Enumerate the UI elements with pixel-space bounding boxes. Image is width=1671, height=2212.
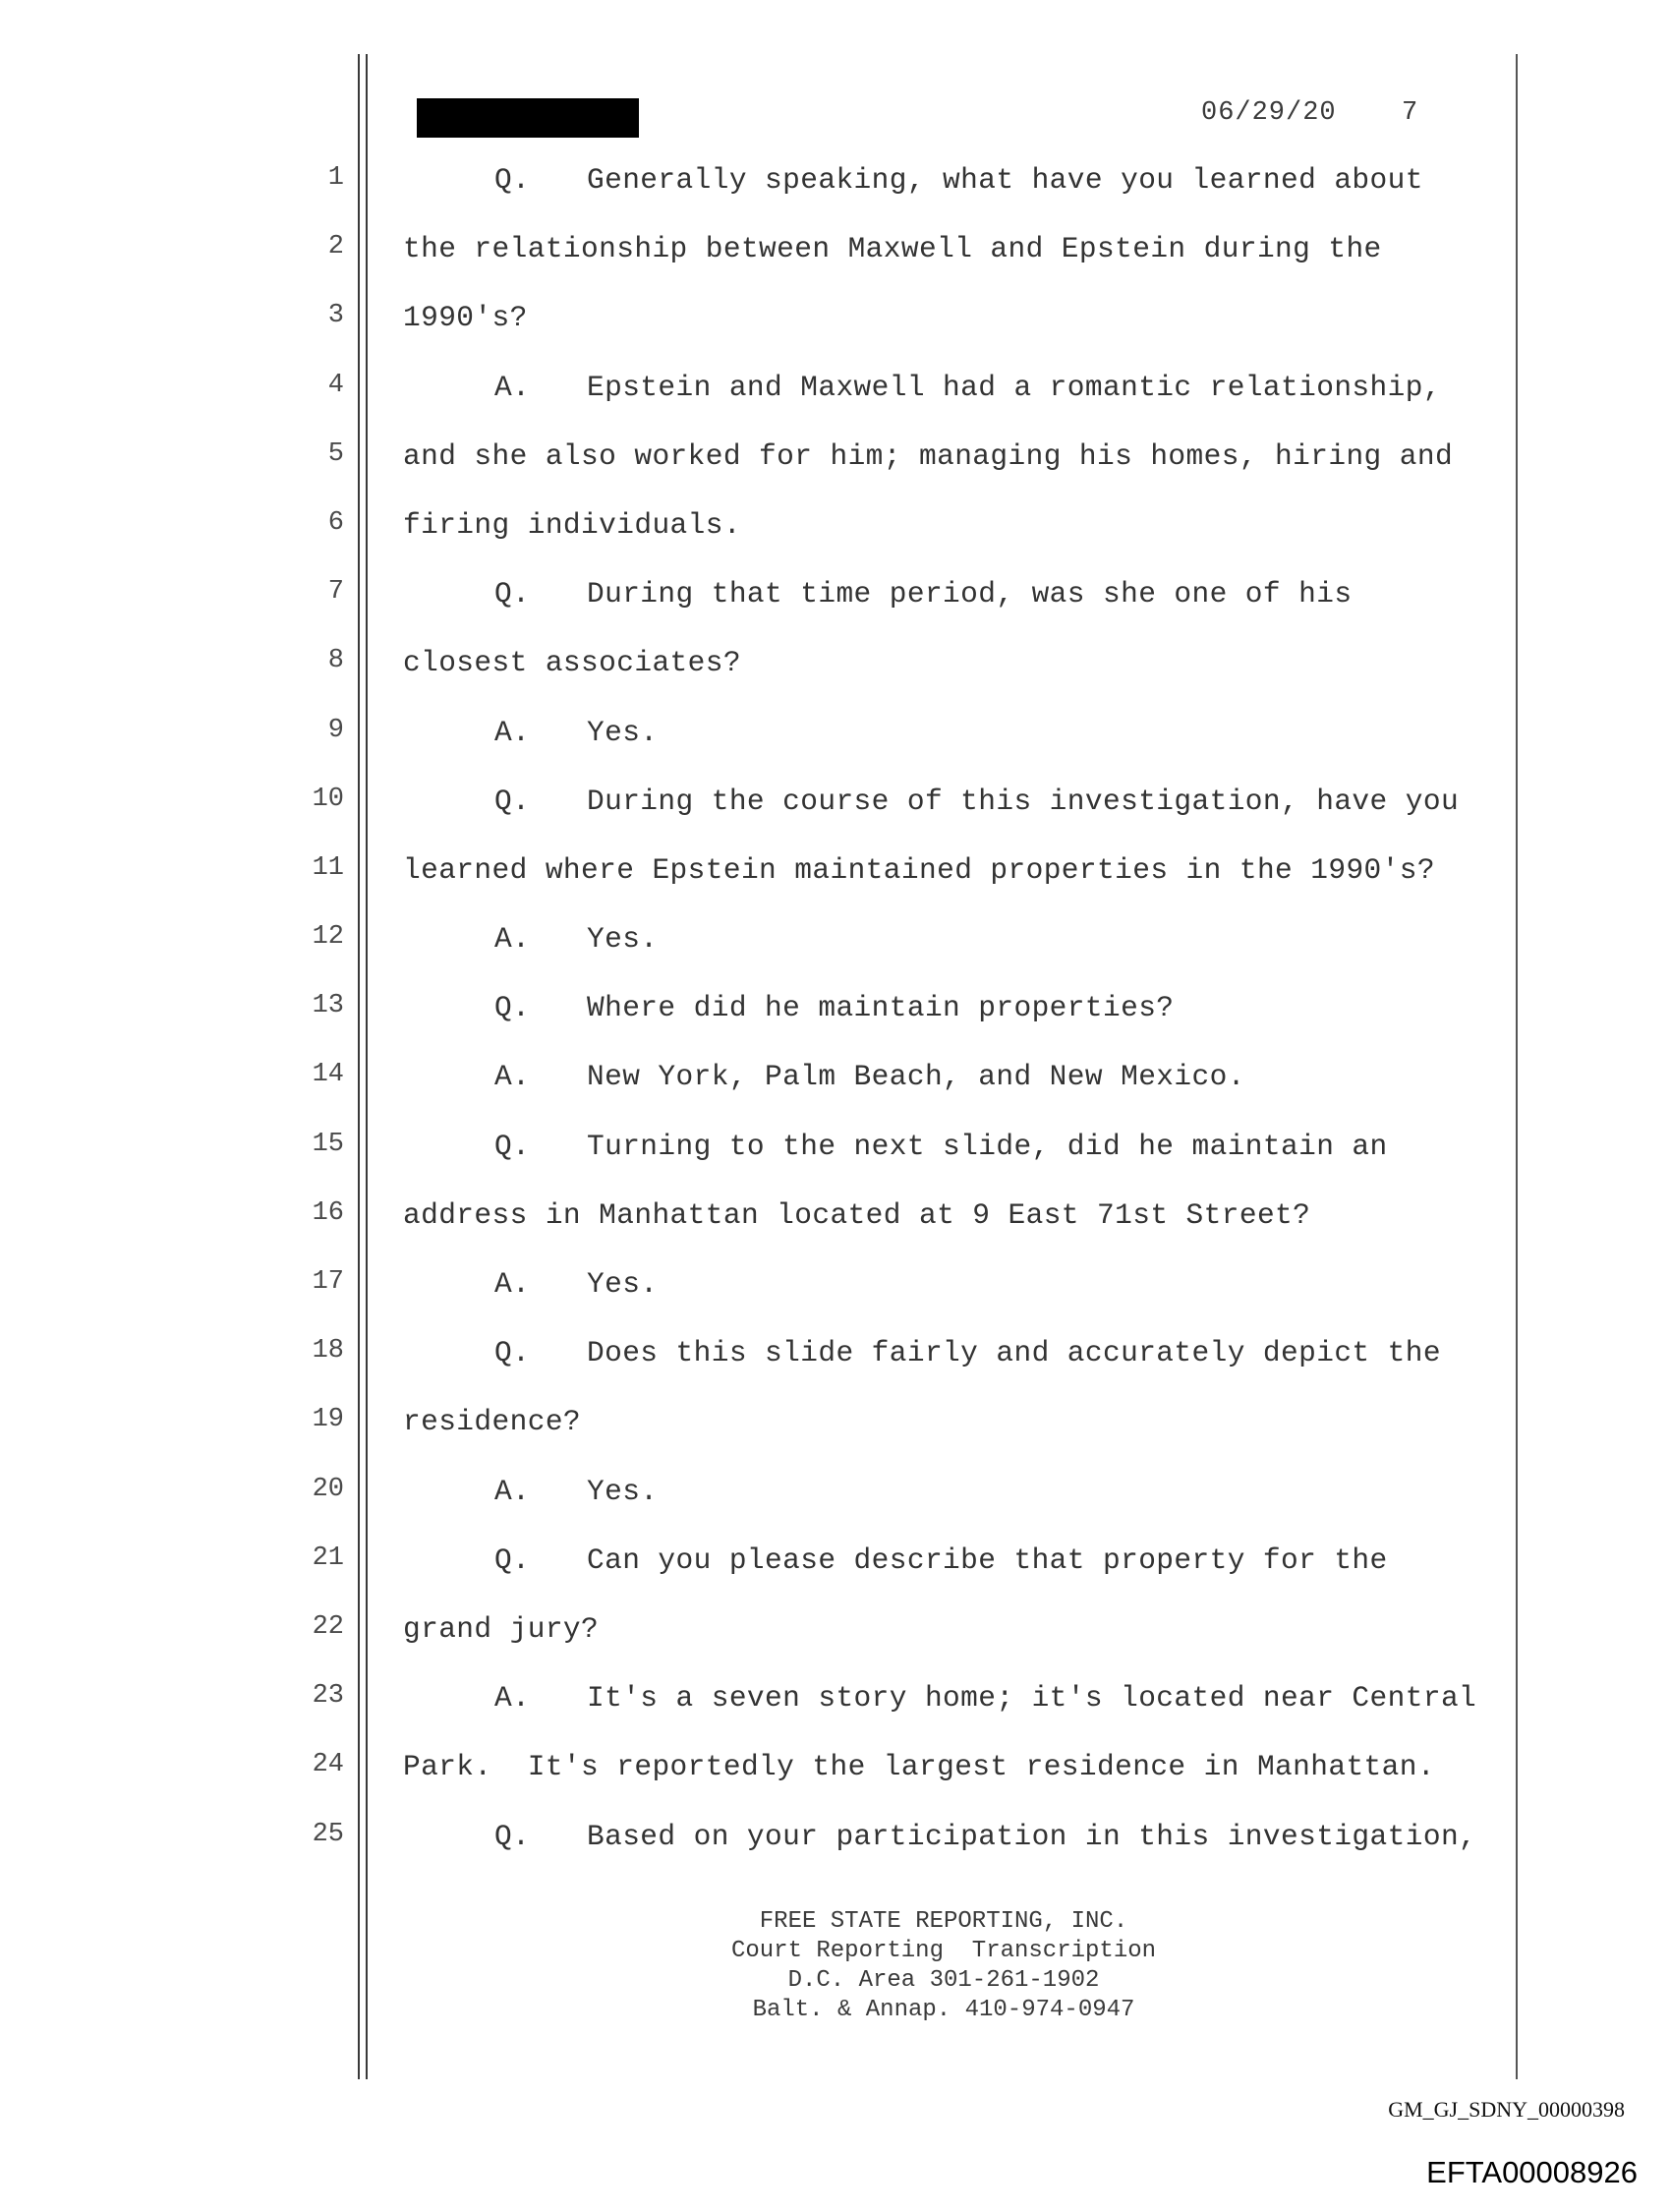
transcript-line [0,922,1671,991]
line-content: Yes. [587,715,659,749]
line-text [403,853,1435,887]
transcript-line [0,1060,1671,1129]
speaker-label: Q. [494,784,531,818]
line-text [403,1612,599,1646]
speaker-label: A. [494,715,531,749]
line-content: and she also worked for him; managing his homes, hiring and [403,438,1454,473]
line-content: Park. It's reportedly the largest residence in Manhattan. [403,1750,1435,1784]
efta-number: EFTA00008926 [1426,2155,1638,2189]
line-text [403,646,741,679]
line-text [403,439,1453,473]
transcript-line [0,371,1671,439]
transcript-line [0,1475,1671,1543]
transcript-line [0,508,1671,577]
line-content: Yes. [587,922,659,957]
line-number: 5 [327,438,344,469]
line-number: 18 [312,1336,344,1367]
speaker-label: Q. [494,1543,531,1577]
line-text [494,991,1174,1024]
line-text [403,1750,1435,1783]
line-content: Yes. [587,1267,659,1301]
line-number: 6 [327,507,344,538]
line-number: 16 [312,1197,344,1228]
reporter-company: FREE STATE REPORTING, INC. [759,1908,1128,1935]
line-content: grand jury? [403,1611,600,1646]
header-date: 06/29/20 [1201,98,1337,128]
line-text [494,922,658,956]
transcript-line [0,716,1671,785]
transcript-line [0,1612,1671,1681]
line-number: 13 [312,991,344,1021]
transcript-line [0,1130,1671,1198]
speaker-label: Q. [494,1129,531,1163]
transcript-line [0,439,1671,508]
line-content: residence? [403,1405,582,1439]
transcript-line [0,1820,1671,1889]
line-text [403,232,1382,265]
line-text [494,1681,1476,1715]
line-number: 17 [312,1267,344,1297]
line-number: 2 [327,232,344,262]
line-content: Can you please describe that property for the [587,1543,1388,1577]
line-number: 23 [312,1681,344,1712]
line-text [403,508,741,542]
line-content: firing individuals. [403,507,741,542]
transcript-line [0,1267,1671,1336]
speaker-label: Q. [494,991,531,1025]
line-number: 10 [312,784,344,814]
line-content: It's a seven story home; it's located near Central [587,1681,1477,1716]
reporter-balt-phone: Balt. & Annap. 410-974-0947 [752,1997,1135,2023]
line-number: 11 [312,852,344,883]
line-content: Turning to the next slide, did he maintain an [587,1129,1388,1163]
line-text [403,1198,1310,1232]
line-text [494,1543,1388,1577]
line-content: Does this slide fairly and accurately depict the [587,1336,1441,1370]
transcript-line [0,232,1671,301]
line-content: During the course of this investigation, have you [587,784,1460,818]
line-text [494,1130,1388,1163]
speaker-label: A. [494,370,531,404]
line-text [403,1405,581,1438]
line-number: 3 [327,301,344,331]
speaker-label: Q. [494,1819,531,1853]
line-content: Where did he maintain properties? [587,991,1175,1025]
line-content: During that time period, was she one of his [587,577,1353,611]
speaker-label: Q. [494,1336,531,1370]
line-number: 21 [312,1543,344,1573]
line-content: New York, Palm Beach, and New Mexico. [587,1060,1245,1094]
line-number: 4 [327,370,344,400]
line-content: learned where Epstein maintained properties in the 1990's? [403,852,1435,887]
line-text [494,716,658,749]
redaction-block [417,98,639,138]
line-text [494,785,1459,818]
transcript-line [0,1543,1671,1612]
speaker-label: Q. [494,163,531,197]
line-content: closest associates? [403,646,741,680]
line-number: 25 [312,1819,344,1849]
line-text [494,1060,1245,1093]
transcript-line [0,785,1671,853]
line-number: 9 [327,715,344,745]
line-text [494,1336,1441,1369]
line-number: 15 [312,1129,344,1159]
line-number: 7 [327,577,344,608]
line-number: 1 [327,163,344,193]
line-text [494,577,1352,611]
transcript-line [0,991,1671,1060]
page-number: 7 [1402,98,1418,128]
transcript-lines [0,163,1671,1889]
line-text [494,1475,658,1508]
transcript-line [0,646,1671,715]
speaker-label: A. [494,922,531,957]
speaker-label: A. [494,1267,531,1301]
line-text [494,1267,658,1301]
line-number: 19 [312,1405,344,1435]
line-content: 1990's? [403,301,528,335]
line-text [494,1820,1476,1853]
transcript-line [0,1198,1671,1267]
line-content: address in Manhattan located at 9 East 71st Street? [403,1197,1311,1232]
reporter-dc-phone: D.C. Area 301-261-1902 [787,1967,1100,1994]
speaker-label: Q. [494,577,531,611]
line-content: Generally speaking, what have you learned about [587,163,1423,197]
line-text [403,301,528,334]
reporter-footer [688,1907,1199,2025]
line-number: 8 [327,646,344,676]
transcript-line [0,1681,1671,1750]
transcript-line [0,1750,1671,1819]
transcript-line [0,163,1671,232]
line-number: 12 [312,922,344,953]
transcript-line [0,1405,1671,1474]
line-content: Based on your participation in this investigation, [587,1819,1477,1853]
line-number: 20 [312,1474,344,1504]
transcript-line [0,301,1671,370]
line-number: 24 [312,1750,344,1780]
transcript-line [0,853,1671,922]
speaker-label: A. [494,1681,531,1716]
line-number: 14 [312,1060,344,1090]
bates-number: GM_GJ_SDNY_00000398 [1388,2097,1625,2122]
speaker-label: A. [494,1060,531,1094]
speaker-label: A. [494,1474,531,1508]
transcript-line [0,577,1671,646]
line-content: the relationship between Maxwell and Epstein during the [403,232,1382,266]
transcript-line [0,1336,1671,1405]
line-number: 22 [312,1611,344,1642]
reporter-service: Court Reporting Transcription [730,1938,1157,1964]
line-content: Yes. [587,1474,659,1508]
line-text [494,163,1423,197]
line-content: Epstein and Maxwell had a romantic relationship, [587,370,1441,404]
line-text [494,371,1441,404]
